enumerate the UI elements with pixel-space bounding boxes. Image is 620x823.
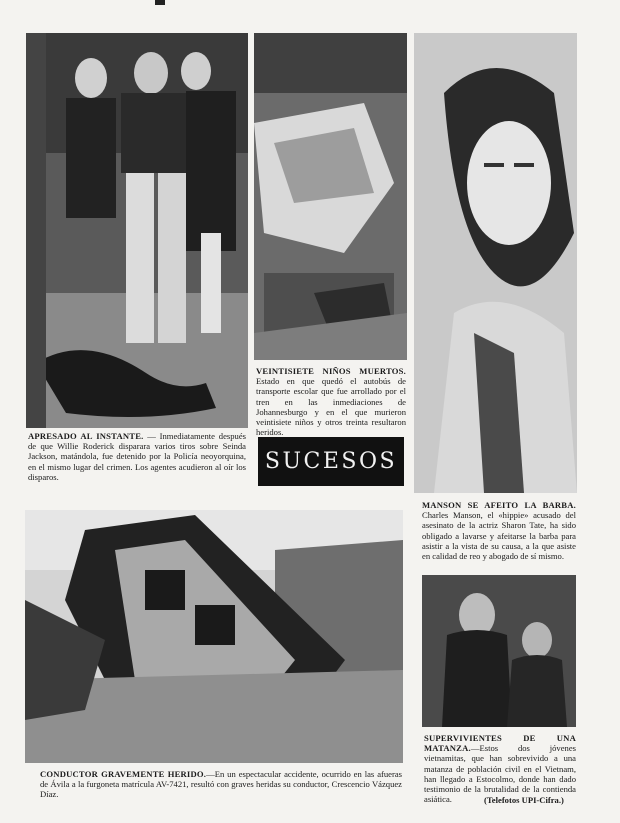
manson-body: Charles Manson, el «hippie» acusado del asesinato de la actriz Sharon Tate, ha sido obligado a lavarse y afeitarse la barba para asistir a la vista de su causa, a la que asiste en calidad de reo y abogado de sí mismo. (422, 510, 576, 562)
bus-body: Estado en que quedó el autobús de transporte escolar que fue arrollado por el tren en las inmediaciones de Johannesburgo y en el que murieron veintisiete niños y otros treinta resultaron heridos. (256, 376, 406, 438)
section-title: SUCESOS (258, 437, 404, 486)
page-edge-mark (155, 0, 165, 5)
driver-caption (40, 769, 402, 800)
bus-caption (256, 366, 406, 437)
bus-wreck-photo (254, 33, 407, 360)
bus-headline: VEINTISIETE NIÑOS MUERTOS. (256, 366, 406, 376)
survivors-headline: SUPERVIVIENTES DE UNA MATANZA. (424, 733, 576, 754)
driver-headline: CONDUCTOR GRAVEMENTE HERIDO. (40, 769, 207, 779)
manson-photo (414, 33, 577, 493)
survivors-caption (424, 733, 576, 804)
arrest-body: — Inmediatamente después de que Willie Roderick disparara varios tiros sobre Seinda Jackson, matándola, fue detenido por la Policía neoyorquina, en el mismo lugar del crimen. Los agentes acudieron al oír los disparos. (28, 431, 246, 482)
manson-caption (422, 500, 576, 561)
arrest-caption (28, 431, 246, 482)
survivors-body: —Estos dos jóvenes vietnamitas, que han sobrevivido a una matanza de población civil en el Vietnam, han llegado a Estocolmo, donde han dado testimonio de la brutalidad de la contienda asiática. (424, 743, 576, 805)
manson-headline: MANSON SE AFEITO LA BARBA. (422, 500, 576, 510)
driver-body: —En un espectacular accidente, ocurrido en las afueras de Ávila a la furgoneta matrícula AV-7421, resultó con graves heridas su conductor, Crescencio Vázquez Díaz. (40, 769, 403, 800)
van-accident-photo (25, 510, 403, 763)
arrest-headline: APRESADO AL INSTANTE. (28, 431, 144, 441)
arrest-photo (26, 33, 248, 428)
photo-credit: (Telefotos UPI-Cifra.) (484, 795, 564, 805)
survivors-photo (422, 575, 576, 727)
